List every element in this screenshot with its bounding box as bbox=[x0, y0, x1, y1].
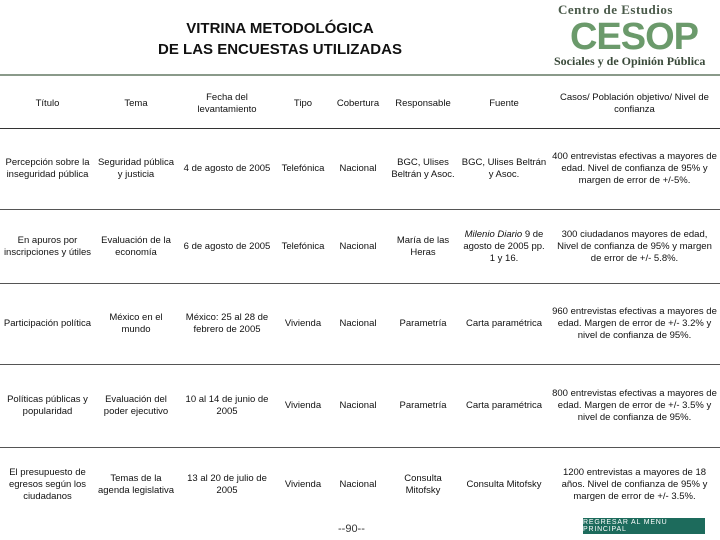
cell-tipo: Vivienda bbox=[277, 365, 329, 448]
cell-tema: Seguridad pública y justicia bbox=[95, 129, 177, 210]
cell-titulo: El presupuesto de egresos según los ciudadanos bbox=[8, 467, 87, 502]
cell-titulo: En apuros por inscripciones y útiles bbox=[0, 210, 95, 284]
table-header-row bbox=[0, 80, 720, 129]
cell-responsable: BGC, Ulises Beltrán y Asoc. bbox=[387, 129, 459, 210]
surveys-table bbox=[0, 80, 720, 522]
cell-responsable: Parametría bbox=[387, 365, 459, 448]
cell-responsable: Consulta Mitofsky bbox=[404, 473, 442, 496]
cell-fecha: México: 25 al 28 de febrero de 2005 bbox=[177, 284, 277, 365]
title-line-1: VITRINA METODOLÓGICA bbox=[186, 20, 374, 37]
cell-casos: 960 entrevistas efectivas a mayores de edad. Margen de error de +/- 3.2% y nivel de confianza de 95%. bbox=[549, 284, 720, 365]
cell-fuente: Carta paramétrica bbox=[459, 365, 549, 448]
cell-titulo: Participación política bbox=[0, 284, 95, 365]
title-line-2: DE LAS ENCUESTAS UTILIZADAS bbox=[158, 41, 402, 58]
header-tema: Tema bbox=[95, 80, 177, 129]
cell-fecha: 4 de agosto de 2005 bbox=[177, 129, 277, 210]
cell-fuente bbox=[459, 210, 549, 284]
cesop-logo bbox=[552, 2, 718, 70]
header-titulo: Título bbox=[0, 80, 95, 129]
cell-tipo: Telefónica bbox=[277, 129, 329, 210]
header-casos: Casos/ Población objetivo/ Nivel de confianza bbox=[549, 80, 720, 129]
header-fecha: Fecha del levantamiento bbox=[177, 80, 277, 129]
cell-fuente: Consulta Mitofsky bbox=[466, 479, 542, 490]
cell-casos: 800 entrevistas efectivas a mayores de edad. Margen de error de +/- 3.5% y nivel de confianza de 95%. bbox=[549, 365, 720, 448]
cell-tema: Evaluación de la economía bbox=[95, 210, 177, 284]
cell-fecha: 10 al 14 de junio de 2005 bbox=[177, 365, 277, 448]
cell-tipo: Telefónica bbox=[277, 210, 329, 284]
cell-casos: 1200 entrevistas a mayores de 18 años. Nivel de confianza de 95% y margen de error de +/- 3.5%. bbox=[561, 467, 708, 502]
logo-top-text: Centro de Estudios bbox=[558, 2, 673, 17]
cell-titulo: Percepción sobre la inseguridad pública bbox=[0, 129, 95, 210]
header-fuente: Fuente bbox=[459, 80, 549, 129]
cell-tipo: Vivienda bbox=[284, 479, 322, 490]
cell-tema: Temas de la agenda legislativa bbox=[97, 473, 175, 496]
table-row bbox=[0, 284, 720, 365]
cell-cobertura: Nacional bbox=[329, 365, 387, 448]
cell-cobertura: Nacional bbox=[339, 479, 377, 490]
logo-acronym-graphic bbox=[554, 18, 714, 54]
cell-tipo: Vivienda bbox=[277, 284, 329, 365]
cell-tema: Evaluación del poder ejecutivo bbox=[95, 365, 177, 448]
cell-fecha: 13 al 20 de julio de 2005 bbox=[187, 473, 267, 496]
cell-titulo: Políticas públicas y popularidad bbox=[0, 365, 95, 448]
table-row bbox=[0, 129, 720, 210]
cell-tema: México en el mundo bbox=[95, 284, 177, 365]
header-divider bbox=[0, 74, 720, 76]
cell-fuente: BGC, Ulises Beltrán y Asoc. bbox=[459, 129, 549, 210]
header-responsable: Responsable bbox=[387, 80, 459, 129]
page-title bbox=[90, 18, 470, 60]
header-cobertura: Cobertura bbox=[329, 80, 387, 129]
table-row bbox=[0, 448, 720, 523]
cell-fuente: Carta paramétrica bbox=[459, 284, 549, 365]
cell-responsable: María de las Heras bbox=[387, 210, 459, 284]
cell-cobertura: Nacional bbox=[329, 129, 387, 210]
cell-casos: 400 entrevistas efectivas a mayores de edad. Nivel de confianza de 95% y margen de error de +/-5%. bbox=[549, 129, 720, 210]
table-row bbox=[0, 365, 720, 448]
cell-cobertura: Nacional bbox=[329, 210, 387, 284]
table-row bbox=[0, 210, 720, 284]
cell-fecha: 6 de agosto de 2005 bbox=[177, 210, 277, 284]
page-number: --90-- bbox=[338, 523, 365, 535]
cell-casos: 300 ciudadanos mayores de edad, Nivel de confianza de 95% y margen de error de +/- 5.8%. bbox=[549, 210, 720, 284]
fuente-publication-detail: 9 de agosto de 2005 pp. 1 y 16. bbox=[463, 228, 545, 264]
fuente-publication-name: Milenio Diario bbox=[464, 228, 523, 240]
return-to-main-menu-button[interactable]: REGRESAR AL MENU PRINCIPAL bbox=[583, 518, 705, 534]
logo-acronym-text: CESOP bbox=[569, 18, 699, 54]
header-tipo: Tipo bbox=[277, 80, 329, 129]
logo-bottom-text: Sociales y de Opinión Pública bbox=[554, 54, 706, 68]
cell-responsable: Parametría bbox=[387, 284, 459, 365]
cell-cobertura: Nacional bbox=[329, 284, 387, 365]
